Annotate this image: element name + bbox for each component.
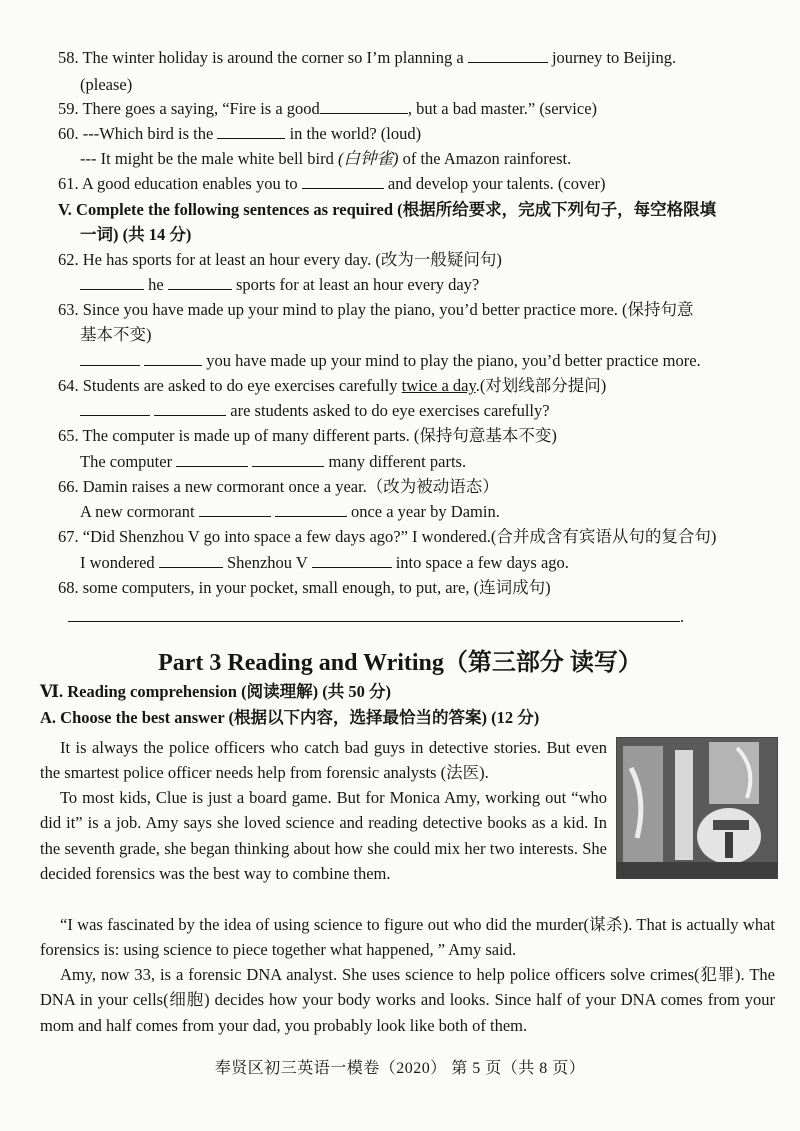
passage-paragraph-4: Amy, now 33, is a forensic DNA analyst. She uses science to help police officers solve crimes(犯罪). The DNA in your cells(细胞) decides how your body works and looks. Since half of your DNA comes from your mom and half comes from your dad, you probably look like both of them. [40, 965, 775, 1035]
question-64-answer: are students asked to do eye exercises carefully? [80, 400, 550, 422]
forensic-photo [616, 737, 778, 879]
question-61: 61. A good education enables you to and develop your talents. (cover) [58, 174, 606, 193]
page-footer: 奉贤区初三英语一模卷（2020） 第 5 页（共 8 页） [214, 1060, 586, 1077]
part-3-heading: Part 3 Reading and Writing（第三部分 读写） [158, 650, 642, 676]
section-5-title: V. Complete the following sentences as required (根据所给要求，完成下列句子，每空格限填 [58, 200, 717, 219]
answer-blank[interactable] [168, 274, 232, 290]
answer-blank[interactable] [320, 98, 408, 114]
answer-blank[interactable] [199, 501, 271, 517]
answer-blank[interactable] [154, 400, 226, 416]
passage-paragraph-3: “I was fascinated by the idea of using science to figure out who did the murder(谋杀). That is actually what forensics is: using science to piece together what happened, ” Amy said. [40, 915, 775, 960]
question-59: 59. There goes a saying, “Fire is a good , but a bad master.” (service) [58, 99, 598, 118]
question-64: 64. Students are asked to do eye exercises carefully twice a day.(对划线部分提问) [58, 376, 607, 395]
answer-blank[interactable] [176, 451, 248, 467]
question-65: 65. The computer is made up of many different parts. (保持句意基本不变) [58, 426, 557, 445]
answer-blank[interactable] [302, 173, 384, 189]
answer-blank[interactable] [80, 400, 150, 416]
answer-blank[interactable] [252, 451, 324, 467]
answer-blank[interactable] [468, 47, 548, 63]
question-62-answer: he sports for at least an hour every day? [80, 274, 479, 296]
answer-blank[interactable] [312, 552, 392, 568]
answer-blank[interactable] [80, 274, 144, 290]
question-58-hint: (please) [80, 75, 133, 94]
answer-line[interactable] [68, 606, 680, 622]
answer-blank[interactable] [217, 123, 285, 139]
section-6-title: Ⅵ. Reading comprehension (阅读理解) (共 50 分) [40, 682, 391, 701]
section-6-subtitle: A. Choose the best answer (根据以下内容，选择最恰当的答案) (12 分) [40, 708, 540, 727]
answer-blank[interactable] [144, 350, 202, 366]
question-62: 62. He has sports for at least an hour every day. (改为一般疑问句) [58, 250, 502, 269]
section-5-title-cont: 一词) (共 14 分) [80, 225, 192, 244]
question-63-answer: you have made up your mind to play the piano, you’d better practice more. [80, 350, 701, 372]
question-63: 63. Since you have made up your mind to play the piano, you’d better practice more. (保持句意 [58, 300, 694, 319]
question-58: 58. The winter holiday is around the corner so I’m planning a journey to Beijing. [58, 48, 677, 67]
answer-blank[interactable] [80, 350, 140, 366]
question-66: 66. Damin raises a new cormorant once a year.（改为被动语态） [58, 477, 499, 496]
question-60: 60. ---Which bird is the in the world? (loud) [58, 124, 422, 143]
answer-blank[interactable] [275, 501, 347, 517]
passage-paragraph-1: It is always the police officers who catch bad guys in detective stories. But even the smartest police officer needs help from forensic analysts (法医). [40, 738, 607, 783]
question-60-response: --- It might be the male white bell bird (白钟雀) of the Amazon rainforest. [80, 149, 572, 168]
question-67: 67. “Did Shenzhou V go into space a few days ago?” I wondered.(合并成含有宾语从句的复合句) [58, 527, 717, 546]
question-63-cont: 基本不变) [80, 325, 152, 344]
question-68: 68. some computers, in your pocket, small enough, to put, are, (连词成句) [58, 578, 551, 597]
answer-blank[interactable] [159, 552, 223, 568]
passage-paragraph-2: To most kids, Clue is just a board game. But for Monica Amy, working out “who did it” is a job. Amy says she loved science and reading detective books as a kid. In the seventh grade, she began thinking about how she could mix her two interests. She decided forensics was the best way to combine them. [40, 788, 607, 883]
question-68-answer: . [68, 606, 684, 628]
question-65-answer: The computer many different parts. [80, 452, 467, 471]
question-66-answer: A new cormorant once a year by Damin. [80, 502, 500, 521]
question-67-answer: I wondered Shenzhou V into space a few days ago. [80, 553, 569, 572]
